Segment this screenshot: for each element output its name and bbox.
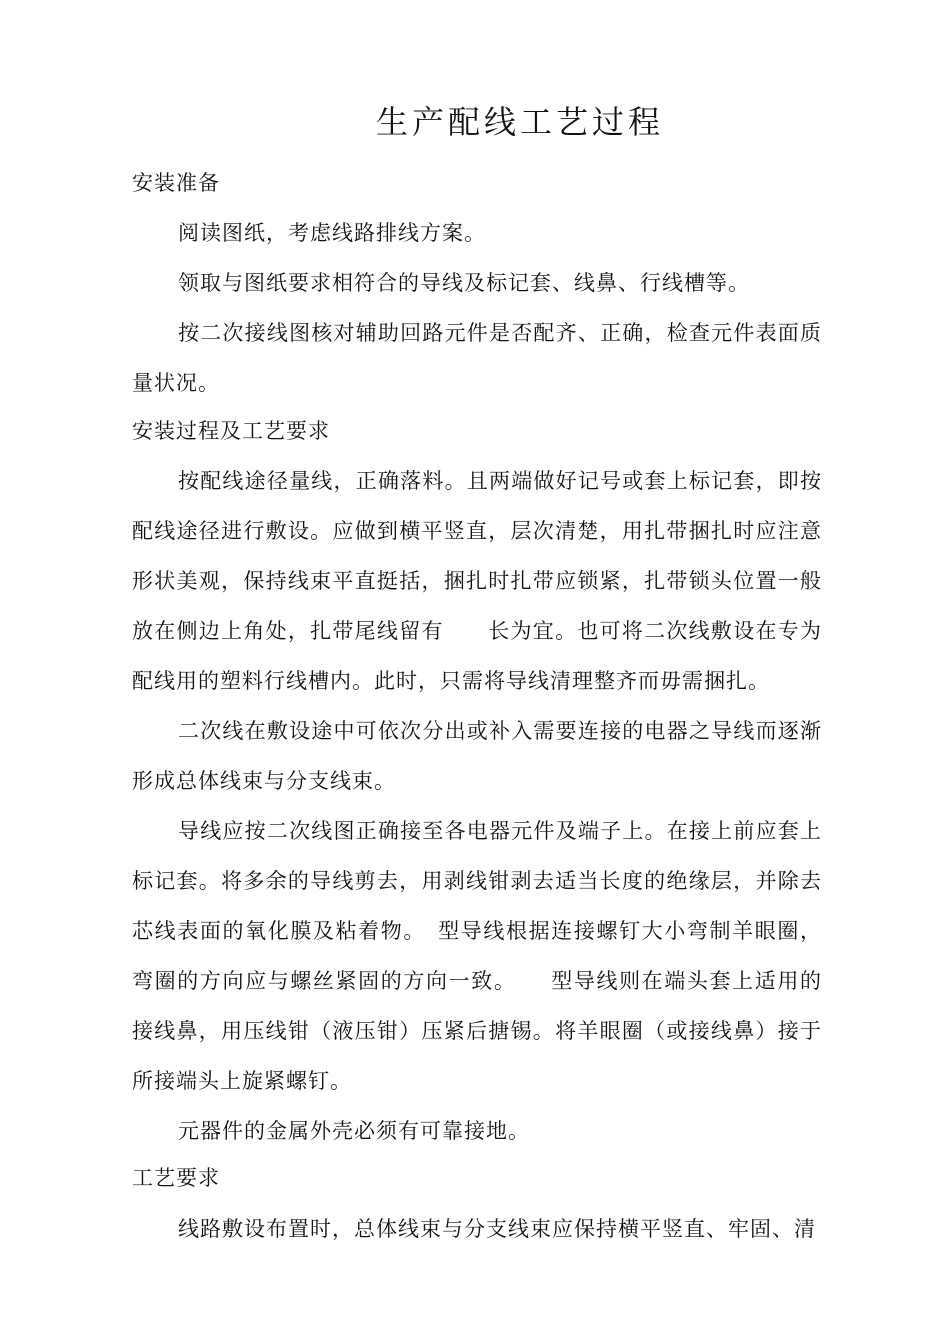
document-title: 生产配线工艺过程	[375, 103, 664, 141]
paragraph: 按二次接线图核对辅助回路元件是否配齐、正确，检查元件表面质量状况。	[132, 321, 822, 395]
paragraph: 领取与图纸要求相符合的导线及标记套、线鼻、行线槽等。	[178, 271, 750, 295]
paragraph: 阅读图纸，考虑线路排线方案。	[178, 221, 486, 245]
paragraph: 元器件的金属外壳必须有可靠接地。	[178, 1119, 530, 1143]
section-heading-process-requirements: 工艺要求	[132, 1166, 220, 1190]
section-heading-install-process: 安装过程及工艺要求	[132, 419, 330, 443]
paragraph: 线路敷设布置时，总体线束与分支线束应保持横平竖直、牢固、清	[178, 1217, 816, 1241]
paragraph: 按配线途径量线，正确落料。且两端做好记号或套上标记套，即按配线途径进行敷设。应做到横平竖直，层次清楚，用扎带捆扎时应注意形状美观，保持线束平直挺括，捆扎时扎带应锁紧，扎带锁头位置一般放在侧边上角处，扎带尾线留有 长为宜。也可将二次线敷设在专为配线用的塑料行线槽内。此时，只需将导线清理整齐而毋需捆扎。	[132, 469, 822, 693]
paragraph: 二次线在敷设途中可依次分出或补入需要连接的电器之导线而逐渐形成总体线束与分支线束。	[132, 719, 822, 793]
section-heading-install-prep: 安装准备	[132, 171, 220, 195]
paragraph: 导线应按二次线图正确接至各电器元件及端子上。在接上前应套上标记套。将多余的导线剪去，用剥线钳剥去适当长度的绝缘层，并除去芯线表面的氧化膜及粘着物。 型导线根据连接螺钉大小弯制羊眼圈，弯圈的方向应与螺丝紧固的方向一致。 型导线则在端头套上适用的接线鼻，用压线钳（液压钳）压紧后搪锡。将羊眼圈（或接线鼻）接于所接端头上旋紧螺钉。	[132, 819, 822, 1093]
